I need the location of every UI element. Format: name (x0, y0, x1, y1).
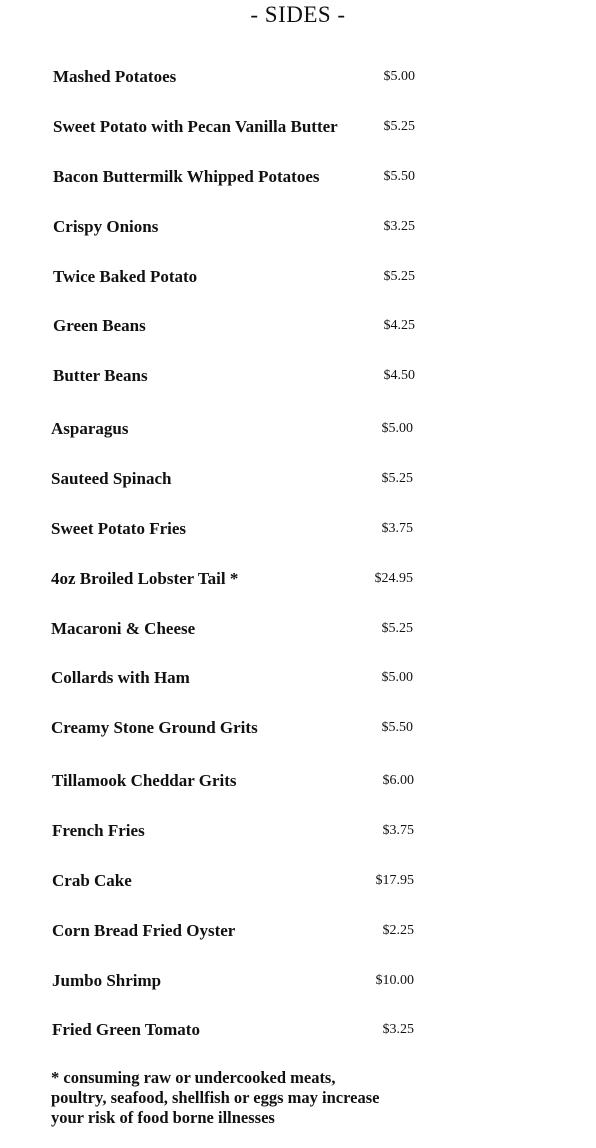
item-price: $10.00 (375, 973, 414, 988)
list-item (0, 468, 596, 496)
item-price: $5.50 (383, 169, 415, 184)
item-price: $24.95 (374, 571, 413, 586)
list-item (0, 266, 596, 294)
item-name: Collards with Ham (51, 668, 190, 687)
item-price: $5.25 (383, 119, 415, 134)
item-name: Crab Cake (52, 871, 132, 890)
item-name: Sweet Potato with Pecan Vanilla Butter (53, 117, 338, 136)
item-price: $4.25 (383, 318, 415, 333)
list-item (0, 870, 596, 898)
item-name: Jumbo Shrimp (52, 971, 162, 990)
list-item (0, 717, 596, 745)
item-price: $5.25 (383, 269, 415, 284)
item-name: French Fries (52, 821, 145, 840)
item-name: Green Beans (53, 316, 146, 335)
disclaimer-line: * consuming raw or undercooked meats, (51, 1068, 336, 1087)
item-price: $5.00 (381, 421, 413, 436)
item-name: Bacon Buttermilk Whipped Potatoes (53, 167, 320, 186)
item-price: $5.50 (381, 720, 413, 735)
list-item (0, 770, 596, 798)
item-name: Creamy Stone Ground Grits (51, 718, 258, 737)
list-item (0, 1019, 596, 1047)
disclaimer (51, 1068, 431, 1128)
item-price: $5.25 (381, 621, 413, 636)
item-name: Corn Bread Fried Oyster (52, 921, 236, 940)
list-item (0, 418, 596, 446)
item-price: $5.25 (381, 471, 413, 486)
item-price: $5.00 (381, 670, 413, 685)
item-name: Sweet Potato Fries (51, 519, 187, 538)
list-item (0, 920, 596, 948)
item-name: Sauteed Spinach (51, 469, 172, 488)
disclaimer-line: your risk of food borne illnesses (51, 1108, 275, 1127)
item-name: Butter Beans (53, 366, 148, 385)
list-item (0, 667, 596, 695)
item-price: $3.75 (381, 521, 413, 536)
item-name: Tillamook Cheddar Grits (52, 771, 237, 790)
item-price: $3.75 (382, 823, 414, 838)
list-item (0, 216, 596, 244)
list-item (0, 365, 596, 393)
item-price: $17.95 (375, 873, 414, 888)
menu-title: - SIDES - (250, 2, 346, 27)
list-item (0, 116, 596, 144)
item-price: $5.00 (383, 69, 415, 84)
item-name: Mashed Potatoes (53, 67, 177, 86)
list-item (0, 568, 596, 596)
item-name: Asparagus (51, 419, 129, 438)
list-item (0, 166, 596, 194)
item-name: 4oz Broiled Lobster Tail * (51, 569, 239, 588)
item-price: $2.25 (382, 923, 414, 938)
item-name: Crispy Onions (53, 217, 159, 236)
list-item (0, 66, 596, 94)
list-item (0, 315, 596, 343)
list-item (0, 518, 596, 546)
item-name: Twice Baked Potato (53, 267, 198, 286)
item-name: Fried Green Tomato (52, 1020, 200, 1039)
list-item (0, 820, 596, 848)
item-price: $3.25 (382, 1022, 414, 1037)
item-price: $4.50 (383, 368, 415, 383)
list-item (0, 618, 596, 646)
item-price: $3.25 (383, 219, 415, 234)
disclaimer-line: poultry, seafood, shellfish or eggs may increase (51, 1088, 380, 1107)
list-item (0, 970, 596, 998)
item-price: $6.00 (382, 773, 414, 788)
item-name: Macaroni & Cheese (51, 619, 196, 638)
